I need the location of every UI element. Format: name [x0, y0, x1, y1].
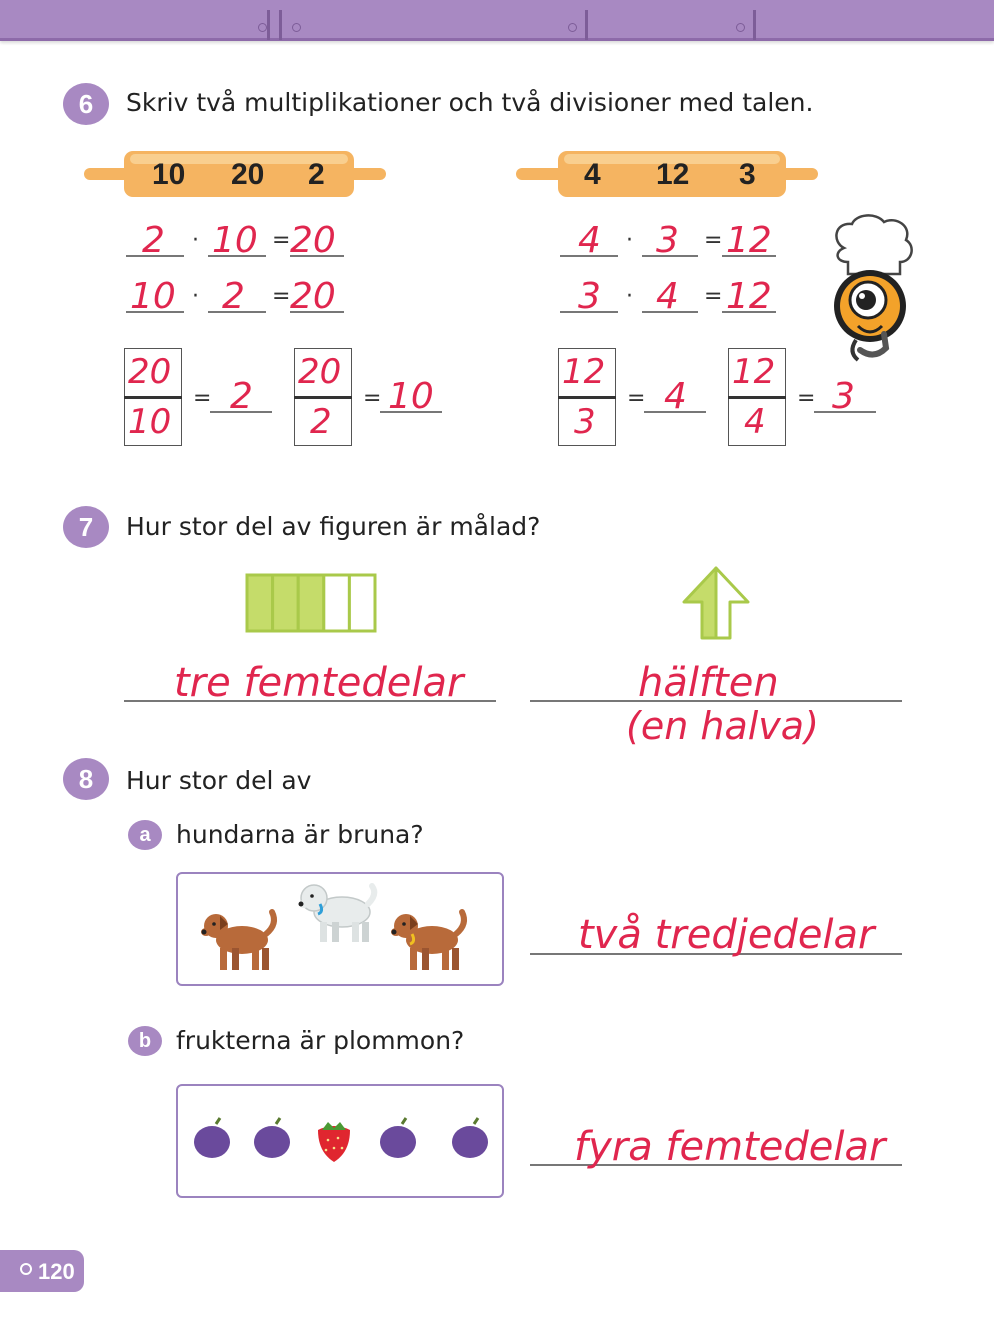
- handwritten-answer[interactable]: 10: [130, 276, 176, 317]
- pin-number: 2: [308, 158, 325, 191]
- equals-sign: =: [704, 284, 723, 309]
- binder-hole-icon: [20, 1263, 32, 1275]
- handwritten-answer[interactable]: 3: [578, 276, 601, 317]
- fraction-numerator[interactable]: 20: [298, 352, 342, 392]
- question-number-badge: 8: [63, 758, 109, 800]
- fruits-picture-box: [176, 1084, 504, 1198]
- chef-mascot-icon: [826, 214, 918, 364]
- equals-sign: =: [627, 386, 646, 411]
- handwritten-answer[interactable]: 2: [142, 220, 165, 261]
- handwritten-answer[interactable]: 2: [230, 376, 253, 417]
- fraction-numerator[interactable]: 12: [732, 352, 776, 392]
- shaded-part: [247, 575, 273, 631]
- page-number-tab: [0, 1250, 84, 1292]
- equals-sign: =: [272, 284, 291, 309]
- handwritten-answer[interactable]: två tredjedelar: [578, 912, 875, 958]
- half-shaded-arrow-figure: [682, 566, 750, 640]
- plum-icon: [254, 1118, 290, 1158]
- multiply-sign: ·: [192, 228, 199, 253]
- handwritten-answer[interactable]: tre femtedelar: [174, 660, 464, 706]
- equals-sign: =: [797, 386, 816, 411]
- handwritten-answer[interactable]: 20: [290, 276, 336, 317]
- brown-dog-icon: [391, 912, 464, 970]
- multiply-sign: ·: [192, 284, 199, 309]
- plum-icon: [194, 1118, 230, 1158]
- equals-sign: =: [272, 228, 291, 253]
- plum-icon: [452, 1118, 488, 1158]
- question-number-badge: 6: [63, 83, 109, 125]
- brown-dog-icon: [201, 912, 274, 970]
- equals-sign: =: [704, 228, 723, 253]
- fraction-denominator[interactable]: 3: [574, 402, 596, 442]
- subquestion-text: hundarna är bruna?: [176, 820, 424, 849]
- pin-number: 20: [231, 158, 265, 191]
- handwritten-answer[interactable]: 4: [656, 276, 679, 317]
- fraction-bar: [728, 396, 786, 399]
- subquestion-letter-badge: b: [128, 1026, 162, 1056]
- pin-number: 10: [152, 158, 186, 191]
- handwritten-answer[interactable]: 3: [832, 376, 855, 417]
- subquestion-letter-badge: a: [128, 820, 162, 850]
- pin-number: 12: [656, 158, 690, 191]
- binder-ring-icon: [568, 10, 584, 40]
- equals-sign: =: [363, 386, 382, 411]
- shaded-part: [298, 575, 324, 631]
- handwritten-answer[interactable]: 12: [726, 220, 772, 261]
- multiply-sign: ·: [626, 228, 633, 253]
- question-number-badge: 7: [63, 506, 109, 548]
- unshaded-part: [324, 575, 350, 631]
- unshaded-part: [349, 575, 375, 631]
- fraction-denominator[interactable]: 2: [310, 402, 332, 442]
- handwritten-answer[interactable]: 3: [656, 220, 679, 261]
- fraction-denominator[interactable]: 4: [744, 402, 766, 442]
- fraction-bar: [294, 396, 352, 399]
- handwritten-answer[interactable]: 20: [290, 220, 336, 261]
- dogs-picture-box: [176, 872, 504, 986]
- handwritten-answer[interactable]: 10: [388, 376, 434, 417]
- top-binder-bar: [0, 0, 994, 41]
- binder-ring-icon: [270, 10, 286, 40]
- subquestion-text: frukterna är plommon?: [176, 1026, 465, 1055]
- fraction-bar: [558, 396, 616, 399]
- equals-sign: =: [193, 386, 212, 411]
- fraction-rectangle-figure: [244, 572, 378, 634]
- question-text: Skriv två multiplikationer och två divisioner med talen.: [126, 88, 814, 117]
- binder-ring-icon: [736, 10, 752, 40]
- question-text: Hur stor del av figuren är målad?: [126, 512, 541, 541]
- shaded-part: [273, 575, 299, 631]
- question-text: Hur stor del av: [126, 766, 312, 795]
- handwritten-answer[interactable]: 12: [726, 276, 772, 317]
- fraction-numerator[interactable]: 12: [562, 352, 606, 392]
- pin-number: 3: [739, 158, 756, 191]
- multiply-sign: ·: [626, 284, 633, 309]
- pin-number: 4: [584, 158, 601, 191]
- handwritten-answer[interactable]: 10: [212, 220, 258, 261]
- handwritten-answer[interactable]: hälften: [638, 660, 779, 706]
- plum-icon: [380, 1118, 416, 1158]
- fraction-numerator[interactable]: 20: [128, 352, 172, 392]
- handwritten-answer-sub[interactable]: (en halva): [626, 704, 819, 748]
- page-number: 120: [38, 1259, 75, 1284]
- handwritten-answer[interactable]: 4: [664, 376, 687, 417]
- white-dog-icon: [299, 885, 375, 942]
- handwritten-answer[interactable]: 2: [222, 276, 245, 317]
- strawberry-icon: [318, 1122, 350, 1162]
- handwritten-answer[interactable]: fyra femtedelar: [574, 1124, 886, 1170]
- fraction-bar: [124, 396, 182, 399]
- fraction-denominator[interactable]: 10: [128, 402, 172, 442]
- handwritten-answer[interactable]: 4: [578, 220, 601, 261]
